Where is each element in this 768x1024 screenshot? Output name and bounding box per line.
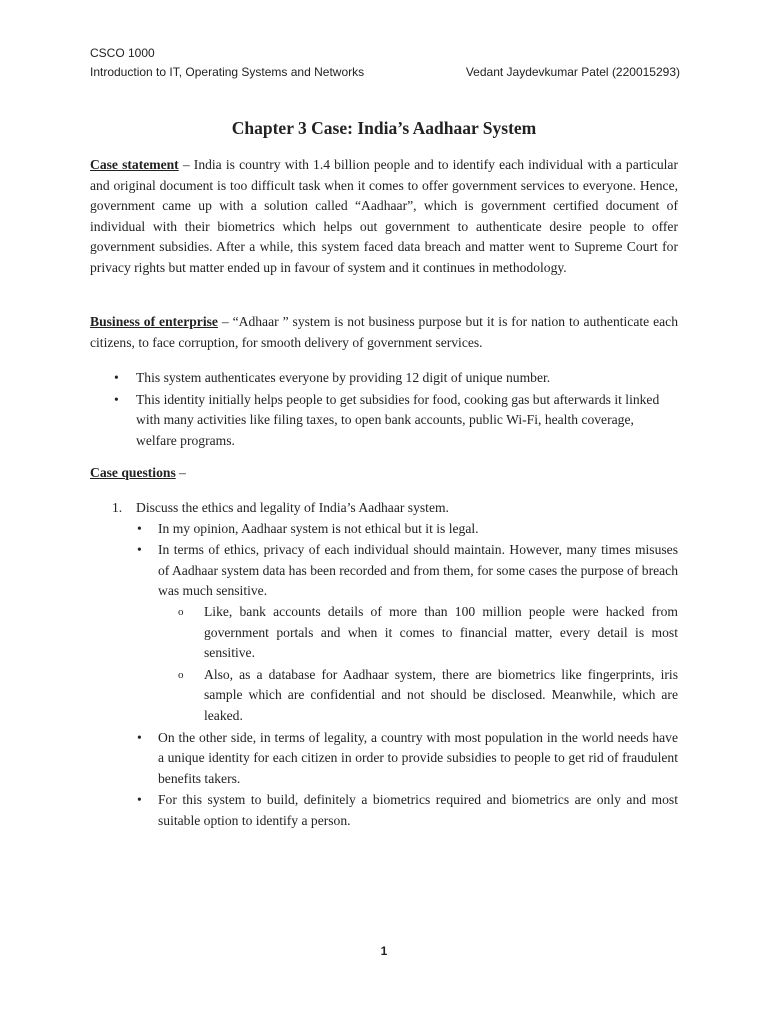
case-questions-suffix: –	[175, 465, 186, 480]
case-questions-label: Case questions	[90, 465, 176, 480]
header-student-id: (220015293)	[611, 65, 680, 79]
question-text: Discuss the ethics and legality of India’s Aadhaar system.	[136, 500, 449, 515]
answer-point: • In terms of ethics, privacy of each individual should maintain. However, many times misuses of Aadhaar system data has been recorded and from them, for some cases the purpose of breach was much sensitive. o Like, bank accounts details of more than 100 million people were hacked from government portals and when it comes to financial matter, every detail is most sensitive. o Also, as a database for Aadhaar system, there are biometrics like fingerprints, iris sample which are confidential and not should be disclosed. Meanwhile, which are leaked.	[136, 540, 678, 726]
question-number: 1.	[112, 500, 123, 515]
page-number: 1	[380, 944, 388, 958]
business-bullet: • This system authenticates everyone by providing 12 digit of unique number.	[112, 368, 678, 389]
business-label: Business of enterprise	[90, 314, 218, 329]
business-paragraph	[90, 312, 678, 353]
answer-point: • In my opinion, Aadhaar system is not ethical but it is legal.	[136, 519, 678, 540]
business-bullet-list	[112, 368, 678, 452]
business-text: – “Adhaar ” system is not business purpose but it is for nation to authenticate each citizens, to face corruption, for smooth delivery of government services.	[90, 314, 679, 350]
header-student	[466, 65, 680, 79]
answer-points	[136, 519, 678, 832]
answer-subpoints	[158, 602, 678, 727]
answer-subpoint: o Like, bank accounts details of more than 100 million people were hacked from government portals and when it comes to financial matter, every detail is most sensitive.	[158, 602, 678, 664]
header-course-code: CSCO 1000	[90, 46, 155, 60]
answer-point: • For this system to build, definitely a biometrics required and biometrics are only and most suitable option to identify a person.	[136, 790, 678, 831]
answer-point: • On the other side, in terms of legality, a country with most population in the world needs have a unique identity for each citizen in order to provide subsidies to people to get rid of fraudulent benefits takers.	[136, 728, 678, 790]
header-course-name: Introduction to IT, Operating Systems and Networks	[90, 65, 365, 79]
question-list	[112, 498, 678, 833]
document-title: Chapter 3 Case: India’s Aadhaar System	[231, 118, 537, 138]
header-student-name: Vedant Jaydevkumar Patel	[465, 65, 609, 79]
case-statement-text: – India is country with 1.4 billion people and to identify each individual with a particular and original document is too difficult task when it comes to offer government services to everyone. Hence, government came up with a solution called “Aadhaar”, which is government certified document of individual with their biometrics which helps out government to authenticate desire people to offer government subsidies. After a while, this system faced data breach and matter went to Supreme Court for privacy rights but matter ended up in favour of system and it continues in methodology.	[90, 157, 678, 275]
header-row	[90, 65, 680, 79]
case-statement-label: Case statement	[90, 157, 179, 172]
case-questions-heading	[90, 463, 678, 484]
answer-subpoint: o Also, as a database for Aadhaar system, there are biometrics like fingerprints, iris sample which are confidential and not should be disclosed. Meanwhile, which are leaked.	[158, 665, 678, 727]
question-item	[112, 498, 678, 832]
case-statement-paragraph	[90, 155, 678, 279]
business-bullet: • This identity initially helps people to get subsidies for food, cooking gas but afterwards it linked with many activities like filing taxes, to open bank accounts, public Wi-Fi, health coverage, welfare programs.	[112, 390, 678, 452]
